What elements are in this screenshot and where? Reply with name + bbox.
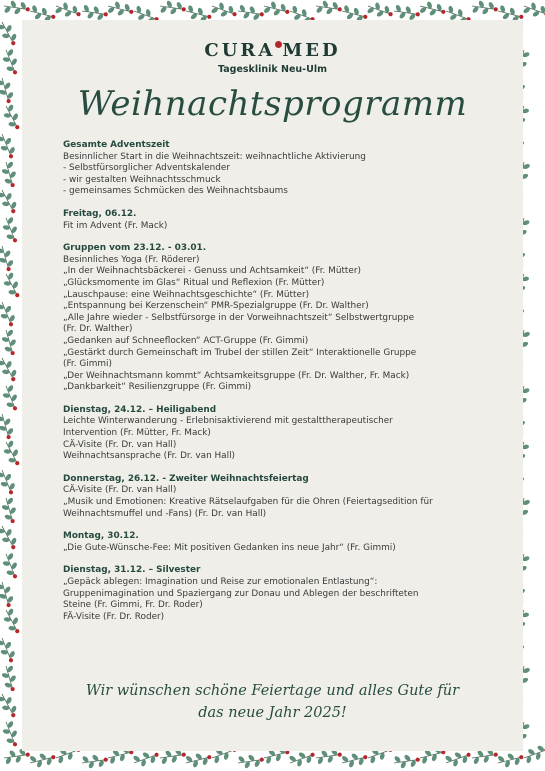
garland-sprig-icon xyxy=(521,742,545,765)
program-line: „Musik und Emotionen: Kreative Rätselaufgaben für die Ohren (Feiertagsedition für xyxy=(63,497,433,508)
program-line: Intervention (Fr. Mütter, Fr. Mack) xyxy=(63,428,211,439)
program-line: - Selbstfürsorglicher Adventskalender xyxy=(63,163,230,174)
garland-sprig-icon xyxy=(418,0,447,20)
garland-sprig-icon xyxy=(0,496,20,525)
logo-text-right: MED xyxy=(282,40,341,61)
closing-greeting xyxy=(0,680,545,724)
garland-sprig-icon xyxy=(0,635,19,665)
program-line: Steine (Fr. Gimmi, Fr. Dr. Roder) xyxy=(63,600,203,611)
page-title: Weihnachtsprogramm xyxy=(77,84,468,124)
closing-line-2: das neue Jahr 2025! xyxy=(198,705,347,721)
garland-sprig-icon xyxy=(0,551,23,581)
program-line: CÄ-Visite (Fr. Dr. van Hall) xyxy=(63,485,177,496)
section-groups xyxy=(63,243,488,394)
program-line: - wir gestalten Weihnachtsschmuck xyxy=(63,174,221,185)
program-line: „Alle Jahre wieder - Selbstfürsorge in der Vorweihnachtszeit“ Selbstwertgruppe xyxy=(63,312,415,323)
section-heading: Gruppen vom 23.12. - 03.01. xyxy=(63,243,207,254)
garland-sprig-icon xyxy=(106,0,135,20)
section-friday xyxy=(63,209,488,232)
garland-sprig-icon xyxy=(521,0,545,22)
program-line: Besinnliches Yoga (Fr. Röderer) xyxy=(63,254,200,265)
garland-sprig-icon xyxy=(159,0,187,17)
section-heading: Donnerstag, 26.12. - Zweiter Weihnachtsfeiertag xyxy=(63,473,309,484)
section-heading: Gesamte Adventszeit xyxy=(63,140,170,150)
garland-sprig-icon xyxy=(393,752,421,770)
program-line: „Dankbarkeit“ Resilienzgruppe (Fr. Gimmi) xyxy=(63,382,252,393)
garland-sprig-icon xyxy=(0,299,19,329)
garland-sprig-icon xyxy=(0,215,23,245)
garland-sprig-icon xyxy=(365,0,395,22)
program-line: „Gestärkt durch Gemeinschaft im Trubel der stillen Zeit“ Interaktionelle Gruppe xyxy=(63,347,417,358)
section-advent xyxy=(63,140,488,198)
garland-sprig-icon xyxy=(0,467,19,497)
garland-sprig-icon xyxy=(0,187,21,217)
logo-text-left: CURA xyxy=(204,40,276,61)
section-heading: Dienstag, 24.12. – Heiligabend xyxy=(63,404,217,415)
garland-sprig-icon xyxy=(209,0,239,22)
garland-sprig-icon xyxy=(0,160,20,189)
garland-sprig-icon xyxy=(0,328,20,357)
program-line: „Der Weihnachtsmann kommt“ Achtsamkeitsgruppe (Fr. Dr. Walther, Fr. Mack) xyxy=(63,370,410,381)
program-line: „Die Gute-Wünsche-Fee: Mit positiven Gedanken ins neue Jahr“ (Fr. Gimmi) xyxy=(63,542,396,553)
section-heading: Freitag, 06.12. xyxy=(63,208,137,219)
program-line: „Entspannung bei Kerzenschein“ PMR-Spezialgruppe (Fr. Dr. Walther) xyxy=(63,301,369,312)
closing-line-1: Wir wünschen schöne Feiertage und alles Gute für xyxy=(85,683,460,699)
program-line: „Gepäck ablegen: Imagination und Reise zur emotionalen Entlastung“: xyxy=(63,577,378,587)
section-new-years-eve xyxy=(63,565,488,623)
program-line: Fit im Advent (Fr. Mack) xyxy=(63,220,168,231)
program-line: Weihnachtsmuffel und -Fans) (Fr. Dr. van Hall) xyxy=(63,508,267,519)
garland-sprig-icon xyxy=(0,580,16,609)
program-line: „Glücksmomente im Glas“ Ritual und Reflexion (Fr. Mütter) xyxy=(63,277,325,288)
garland-sprig-icon xyxy=(340,749,369,770)
garland-sprig-icon xyxy=(0,131,19,161)
garland-sprig-icon xyxy=(81,752,109,770)
garland-sprig-icon xyxy=(53,0,83,22)
section-heading: Montag, 30.12. xyxy=(63,531,139,542)
program-line: (Fr. Dr. Walther) xyxy=(63,324,133,335)
program-line: Weihnachtsansprache (Fr. Dr. van Hall) xyxy=(63,451,236,462)
program-line: - gemeinsames Schmücken des Weihnachtsbaums xyxy=(63,186,288,197)
garland-sprig-icon xyxy=(262,0,291,20)
garland-sprig-icon xyxy=(28,749,57,770)
garland-sprig-icon xyxy=(496,749,525,770)
garland-sprig-icon xyxy=(0,412,16,441)
clinic-name: Tagesklinik Neu-Ulm xyxy=(217,64,327,75)
section-monday xyxy=(63,531,488,554)
garland-sprig-icon xyxy=(471,0,499,17)
section-heading: Dienstag, 31.12. – Silvester xyxy=(63,565,201,576)
program-line: „In der Weihnachtsbäckerei - Genuss und Achtsamkeit“ (Fr. Mütter) xyxy=(63,266,361,277)
program-line: Leichte Winterwanderung - Erlebnisaktivierend mit gestalttherapeutischer xyxy=(63,416,393,427)
program-line: CÄ-Visite (Fr. Dr. van Hall) xyxy=(63,439,177,450)
garland-sprig-icon xyxy=(0,523,21,553)
program-line: (Fr. Gimmi) xyxy=(63,359,112,370)
garland-sprig-icon xyxy=(0,355,21,385)
garland-sprig-icon xyxy=(315,0,343,17)
program-line: Gruppenimagination und Spaziergang zur Donau und Ablegen der beschrifteten xyxy=(63,588,419,599)
curamed-logo xyxy=(0,40,545,61)
garland-sprig-icon xyxy=(184,749,213,770)
garland-sprig-icon xyxy=(237,752,265,770)
section-second-holiday xyxy=(63,474,488,520)
garland-sprig-icon xyxy=(0,244,16,273)
program-content xyxy=(63,140,488,634)
garland-sprig-icon xyxy=(0,383,23,413)
program-line: „Lauschpause: eine Weihnachtsgeschichte“ (Fr. Mütter) xyxy=(63,289,310,300)
garland-sprig-icon xyxy=(3,0,31,17)
program-line: „Gedanken auf Schneeflocken“ ACT-Gruppe (Fr. Gimmi) xyxy=(63,335,309,346)
program-line: Besinnlicher Start in die Weihnachtszeit: weihnachtliche Aktivierung xyxy=(63,151,366,162)
program-line: FÄ-Visite (Fr. Dr. Roder) xyxy=(63,611,165,622)
section-christmas-eve xyxy=(63,405,488,463)
